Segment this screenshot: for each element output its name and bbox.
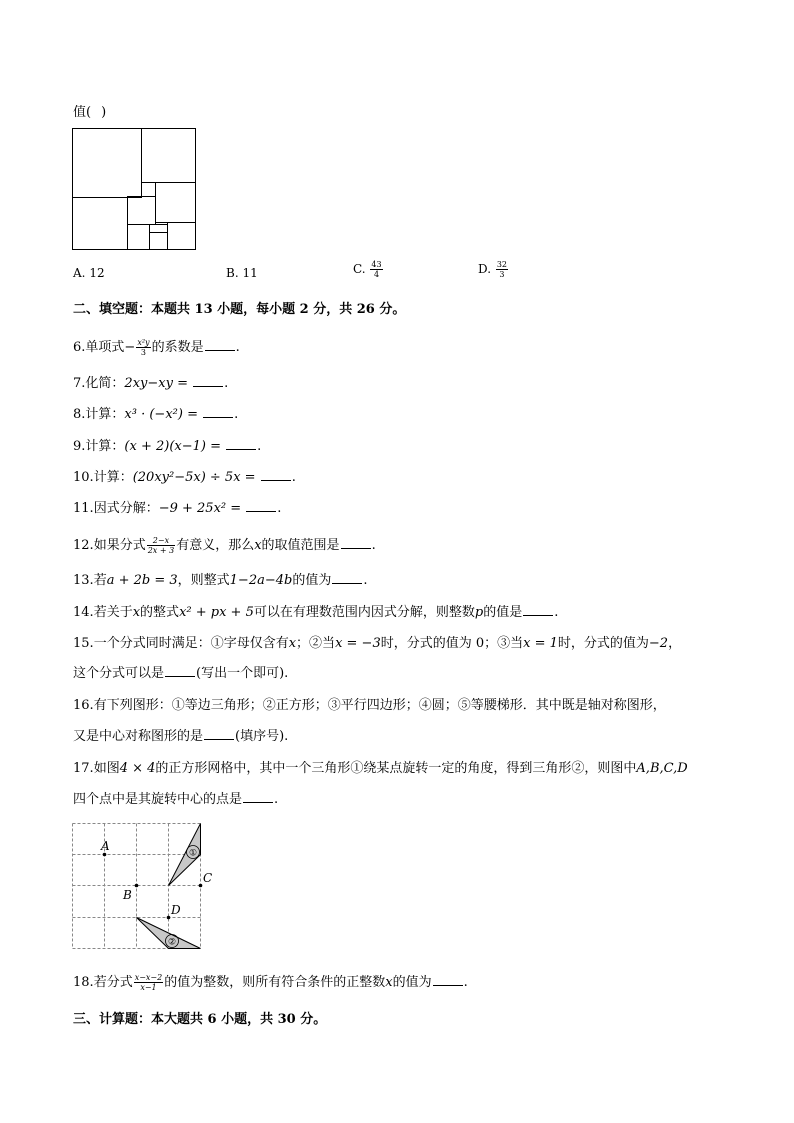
triangle-2-label: ② [167,937,177,948]
q10: 10.计算：(20xy²−5x) ÷ 5x = . [73,470,296,485]
q9-answer-blank[interactable] [226,437,256,450]
bottom-left-square [73,198,128,250]
point-c-label: C [203,871,213,885]
q16-line1: 16.有下列图形：①等边三角形；②正方形；③平行四边形；④圆；⑤等腰梯形．其中既是轴对称图形， [73,698,666,713]
q8-answer-blank[interactable] [203,405,233,418]
rotation-grid-figure [72,823,222,951]
q11: 11.因式分解：−9 + 25x² = . [73,501,282,516]
q13: 13.若a + 2b = 3，则整式1−2a−4b的值为 . [73,573,368,588]
top-left-square [73,129,142,198]
top-right-square [142,129,196,183]
q8: 8.计算：x³ · (−x²) = . [73,407,239,422]
q17-line1: 17.如图4 × 4的正方形网格中，其中一个三角形①绕某点旋转一定的角度，得到三角形②，则图中A,B,C,D [73,761,688,776]
option-c[interactable]: C. $\frac{43}{4}$ [353,260,382,279]
q6: 6.单项式− $\frac{\text{x²y}}{3}$ 的系数是 . [73,338,240,357]
q15-answer-blank[interactable] [165,664,195,677]
point-b-dot [135,884,139,888]
q16-line2: 又是中心对称图形的是 (填序号). [73,729,289,744]
q7-answer-blank[interactable] [193,374,223,387]
q17-answer-blank[interactable] [243,790,273,803]
option-d[interactable]: D. $\frac{32}{3}$ [478,260,508,279]
point-d-dot [167,916,171,920]
small-square-5 [168,223,196,250]
q12: 12.如果分式 $\frac{2-x}{2x + 3}$ 有意义，那么x的取值范围是 . [73,536,376,555]
small-square-6 [150,225,168,233]
small-square-3 [128,225,150,250]
q7: 7.化简：2xy−xy = . [73,376,229,391]
small-square-2 [128,197,156,225]
outer-square [73,129,196,250]
triangle-1-label: ① [188,848,198,859]
small-square-1 [142,183,156,197]
section2-title: 二、填空题：本题共 13 小题，每小题 2 分，共 26 分。 [73,302,406,317]
mid-right-square [156,183,196,223]
point-a-label: A [101,839,110,853]
q17-line2: 四个点中是其旋转中心的点是 . [73,792,279,807]
point-c-dot [199,884,203,888]
q16-answer-blank[interactable] [204,727,234,740]
q15-line2: 这个分式可以是 (写出一个即可). [73,666,289,681]
q5-tail: 值( ) [73,105,107,120]
point-b-label: B [123,888,132,902]
point-d-label: D [171,903,181,917]
q10-answer-blank[interactable] [261,468,291,481]
q6-answer-blank[interactable] [205,338,235,351]
q15-line1: 15.一个分式同时满足：①字母仅含有x；②当x = −3时，分式的值为 0；③当x = 1时，分式的值为−2， [73,636,682,651]
q9: 9.计算：(x + 2)(x−1) = . [73,439,262,454]
q13-answer-blank[interactable] [332,571,362,584]
q18: 18.若分式 $\frac{x-x-2}{x-1}$ 的值为整数，则所有符合条件的正整数x的值为 . [73,973,468,992]
q11-answer-blank[interactable] [246,499,276,512]
option-b[interactable]: B. 11 [226,266,258,280]
square-division-figure [72,128,198,252]
small-square-4 [150,233,168,250]
section3-title: 三、计算题：本大题共 6 小题，共 30 分。 [73,1012,327,1027]
q14: 14.若关于x的整式x² + px + 5可以在有理数范围内因式分解，则整数p的值是 . [73,605,559,620]
q18-answer-blank[interactable] [433,973,463,986]
q14-answer-blank[interactable] [523,603,553,616]
q12-answer-blank[interactable] [341,536,371,549]
point-a-dot [103,853,107,857]
option-a[interactable]: A. 12 [73,266,105,280]
